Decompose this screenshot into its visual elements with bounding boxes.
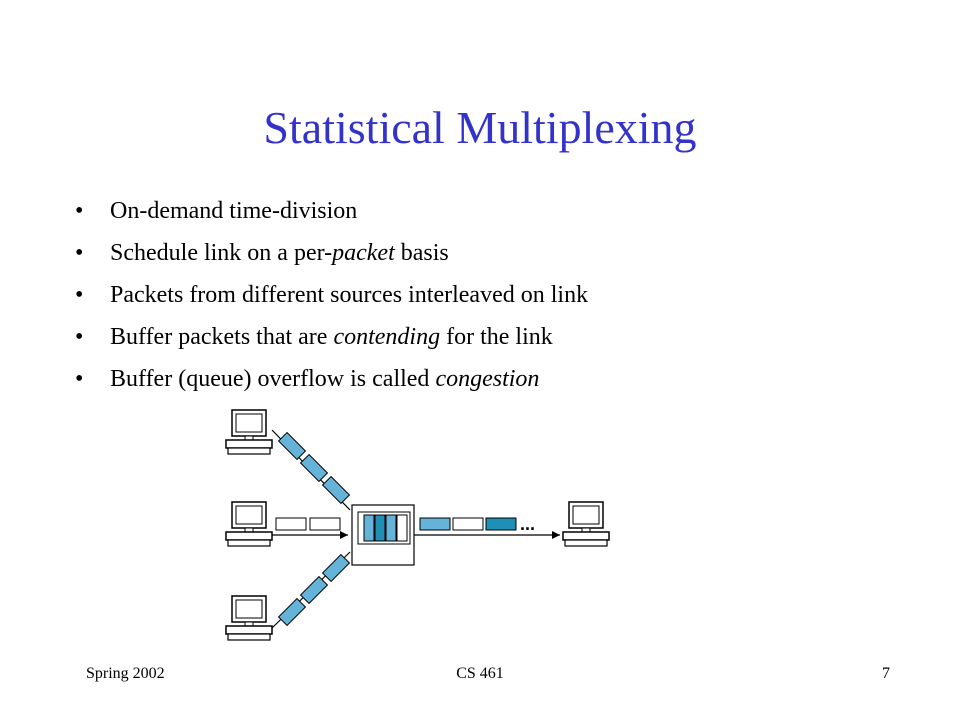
bullet-marker: • — [75, 366, 84, 392]
bullet-text: basis — [394, 240, 449, 266]
outgoing-packet — [486, 518, 516, 530]
outgoing-packet — [453, 518, 483, 530]
footer-course: CS 461 — [456, 665, 504, 682]
arrow-outgoing-icon — [552, 531, 560, 539]
bullet-text: for the link — [440, 324, 553, 350]
bullet-marker: • — [75, 240, 84, 266]
footer-page-number: 7 — [882, 665, 890, 682]
source-computer-top — [226, 410, 272, 454]
bullet-emphasis: packet — [332, 240, 395, 266]
arrow-middle-icon — [340, 531, 348, 539]
bullet-text: Packets from different sources interleaved on link — [110, 282, 589, 308]
packet — [279, 599, 306, 626]
buffered-packet — [386, 515, 396, 541]
bullet-emphasis: congestion — [435, 366, 540, 392]
bullet-marker: • — [75, 282, 84, 308]
packet-empty — [310, 518, 340, 530]
destination-computer — [563, 502, 609, 546]
packet — [323, 555, 350, 582]
bullet-text: Schedule link on a per- — [110, 240, 333, 266]
bullet-emphasis: contending — [333, 324, 441, 350]
packet — [301, 577, 328, 604]
source-computer-middle — [226, 502, 272, 546]
footer-date: Spring 2002 — [86, 665, 165, 682]
bullet-text: Buffer packets that are — [110, 324, 334, 350]
bullet-marker: • — [75, 324, 84, 350]
buffered-packet — [375, 515, 385, 541]
packet — [279, 433, 306, 460]
packet — [323, 477, 350, 504]
buffered-packet — [364, 515, 374, 541]
packet-empty — [276, 518, 306, 530]
bullet-text: On-demand time-division — [110, 198, 358, 224]
bullet-text: Buffer (queue) overflow is called — [110, 366, 436, 392]
bullet-marker: • — [75, 198, 84, 224]
slide-title: Statistical Multiplexing — [263, 102, 697, 153]
buffered-packet — [397, 515, 407, 541]
source-computer-bottom — [226, 596, 272, 640]
outgoing-packet — [420, 518, 450, 530]
packet — [301, 455, 328, 482]
ellipsis: ... — [520, 514, 536, 534]
